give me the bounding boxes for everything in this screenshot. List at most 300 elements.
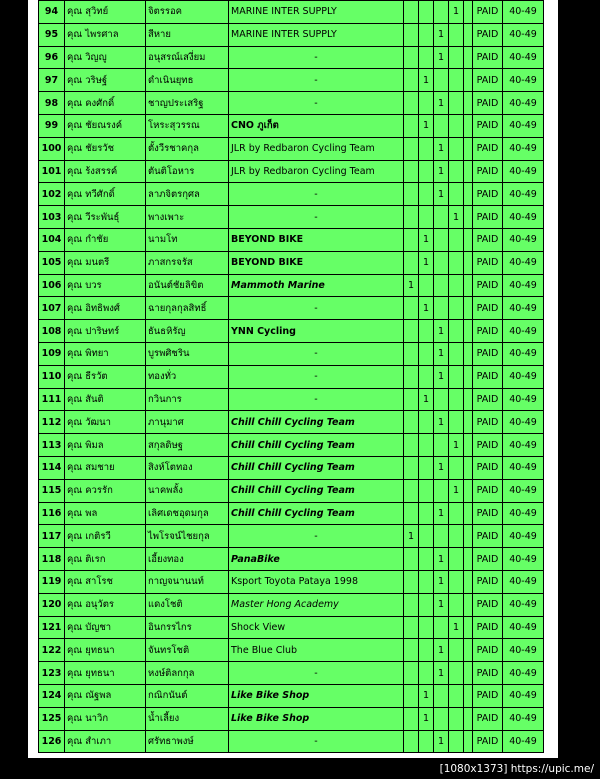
table-row: [39, 684, 544, 707]
table-row: [39, 228, 544, 251]
spacer-cell: [464, 707, 473, 730]
last-name-cell: จิตรรอค: [146, 1, 229, 24]
age-group-cell: 40-49: [503, 342, 544, 365]
last-name-cell: สีหาย: [146, 23, 229, 46]
last-name-cell: กวินการ: [146, 388, 229, 411]
team-cell: -: [229, 46, 404, 69]
table-row: [39, 251, 544, 274]
spacer-cell: [464, 411, 473, 434]
row-number: 105: [39, 251, 65, 274]
first-name-cell: คุณ บวร: [65, 274, 146, 297]
table-row: [39, 593, 544, 616]
table-row: [39, 570, 544, 593]
first-name-cell: คุณ สำเภา: [65, 730, 146, 753]
row-number: 120: [39, 593, 65, 616]
table-row: [39, 114, 544, 137]
mark-cell-3: 1: [434, 342, 449, 365]
first-name-cell: คุณ วิญญู: [65, 46, 146, 69]
first-name-cell: คุณ นาวิก: [65, 707, 146, 730]
spacer-cell: [464, 616, 473, 639]
table-row: [39, 183, 544, 206]
mark-cell-1: [404, 114, 419, 137]
row-number: 119: [39, 570, 65, 593]
table-row: [39, 137, 544, 160]
age-group-cell: 40-49: [503, 502, 544, 525]
row-number: 116: [39, 502, 65, 525]
first-name-cell: คุณ สมชาย: [65, 456, 146, 479]
last-name-cell: ดำเนินยุทธ: [146, 69, 229, 92]
payment-status-cell: PAID: [473, 320, 503, 343]
age-group-cell: 40-49: [503, 662, 544, 685]
team-cell: JLR by Redbaron Cycling Team: [229, 137, 404, 160]
spacer-cell: [464, 23, 473, 46]
payment-status-cell: PAID: [473, 388, 503, 411]
table-row: [39, 707, 544, 730]
row-number: 106: [39, 274, 65, 297]
team-cell: MARINE INTER SUPPLY: [229, 1, 404, 24]
mark-cell-4: 1: [449, 206, 464, 229]
mark-cell-1: [404, 639, 419, 662]
table-row: [39, 160, 544, 183]
row-number: 96: [39, 46, 65, 69]
mark-cell-4: [449, 297, 464, 320]
payment-status-cell: PAID: [473, 160, 503, 183]
mark-cell-4: [449, 69, 464, 92]
age-group-cell: 40-49: [503, 365, 544, 388]
mark-cell-2: [419, 274, 434, 297]
image-size-caption: [1080x1373] https://upic.me/: [439, 763, 594, 775]
row-number: 101: [39, 160, 65, 183]
spacer-cell: [464, 114, 473, 137]
spacer-cell: [464, 456, 473, 479]
spacer-cell: [464, 46, 473, 69]
mark-cell-3: 1: [434, 92, 449, 115]
team-cell: Chill Chill Cycling Team: [229, 456, 404, 479]
payment-status-cell: PAID: [473, 639, 503, 662]
mark-cell-2: [419, 616, 434, 639]
mark-cell-1: [404, 251, 419, 274]
last-name-cell: ไพโรจน์ไชยกุล: [146, 525, 229, 548]
mark-cell-2: [419, 502, 434, 525]
row-number: 95: [39, 23, 65, 46]
mark-cell-1: [404, 92, 419, 115]
payment-status-cell: PAID: [473, 114, 503, 137]
spacer-cell: [464, 320, 473, 343]
mark-cell-2: 1: [419, 228, 434, 251]
mark-cell-4: [449, 23, 464, 46]
mark-cell-3: [434, 69, 449, 92]
mark-cell-3: 1: [434, 411, 449, 434]
team-cell: -: [229, 92, 404, 115]
first-name-cell: คุณ สันติ: [65, 388, 146, 411]
team-cell: The Blue Club: [229, 639, 404, 662]
row-number: 98: [39, 92, 65, 115]
table-row: [39, 23, 544, 46]
mark-cell-2: [419, 160, 434, 183]
mark-cell-2: [419, 639, 434, 662]
last-name-cell: กณิกนันต์: [146, 684, 229, 707]
age-group-cell: 40-49: [503, 548, 544, 571]
team-cell: -: [229, 525, 404, 548]
table-row: [39, 456, 544, 479]
mark-cell-4: 1: [449, 479, 464, 502]
mark-cell-2: [419, 320, 434, 343]
mark-cell-4: [449, 707, 464, 730]
payment-status-cell: PAID: [473, 183, 503, 206]
mark-cell-2: 1: [419, 684, 434, 707]
first-name-cell: คุณ วัฒนา: [65, 411, 146, 434]
spacer-cell: [464, 365, 473, 388]
mark-cell-4: [449, 388, 464, 411]
first-name-cell: คุณ พล: [65, 502, 146, 525]
mark-cell-1: [404, 228, 419, 251]
first-name-cell: คุณ ชัยรวัช: [65, 137, 146, 160]
first-name-cell: คุณ ปาริษทร์: [65, 320, 146, 343]
first-name-cell: คุณ มนตรี: [65, 251, 146, 274]
mark-cell-2: 1: [419, 388, 434, 411]
first-name-cell: คุณ ติเรก: [65, 548, 146, 571]
mark-cell-2: [419, 593, 434, 616]
last-name-cell: โหระสุวรรณ: [146, 114, 229, 137]
mark-cell-1: [404, 342, 419, 365]
team-cell: MARINE INTER SUPPLY: [229, 23, 404, 46]
mark-cell-4: [449, 730, 464, 753]
mark-cell-4: [449, 183, 464, 206]
mark-cell-4: [449, 548, 464, 571]
mark-cell-2: 1: [419, 297, 434, 320]
spacer-cell: [464, 69, 473, 92]
mark-cell-1: [404, 684, 419, 707]
mark-cell-3: 1: [434, 662, 449, 685]
spacer-cell: [464, 183, 473, 206]
mark-cell-2: [419, 342, 434, 365]
mark-cell-4: [449, 684, 464, 707]
payment-status-cell: PAID: [473, 411, 503, 434]
team-cell: -: [229, 730, 404, 753]
row-number: 94: [39, 1, 65, 24]
mark-cell-4: [449, 46, 464, 69]
mark-cell-3: 1: [434, 570, 449, 593]
team-cell: Shock View: [229, 616, 404, 639]
last-name-cell: จันทรโชติ: [146, 639, 229, 662]
payment-status-cell: PAID: [473, 707, 503, 730]
age-group-cell: 40-49: [503, 434, 544, 457]
mark-cell-2: [419, 479, 434, 502]
mark-cell-3: [434, 707, 449, 730]
payment-status-cell: PAID: [473, 251, 503, 274]
mark-cell-2: [419, 183, 434, 206]
payment-status-cell: PAID: [473, 525, 503, 548]
mark-cell-3: [434, 525, 449, 548]
age-group-cell: 40-49: [503, 1, 544, 24]
team-cell: YNN Cycling: [229, 320, 404, 343]
team-cell: BEYOND BIKE: [229, 251, 404, 274]
row-number: 115: [39, 479, 65, 502]
spacer-cell: [464, 206, 473, 229]
mark-cell-3: 1: [434, 46, 449, 69]
mark-cell-2: [419, 411, 434, 434]
payment-status-cell: PAID: [473, 434, 503, 457]
table-row: [39, 662, 544, 685]
table-row: [39, 434, 544, 457]
last-name-cell: ศรัทธาพงษ์: [146, 730, 229, 753]
table-row: [39, 548, 544, 571]
first-name-cell: คุณ สุวิทย์: [65, 1, 146, 24]
table-row: [39, 274, 544, 297]
team-cell: Chill Chill Cycling Team: [229, 502, 404, 525]
team-cell: Chill Chill Cycling Team: [229, 411, 404, 434]
mark-cell-2: 1: [419, 707, 434, 730]
mark-cell-4: [449, 570, 464, 593]
row-number: 97: [39, 69, 65, 92]
mark-cell-4: [449, 456, 464, 479]
team-cell: Master Hong Academy: [229, 593, 404, 616]
payment-status-cell: PAID: [473, 662, 503, 685]
spacer-cell: [464, 388, 473, 411]
mark-cell-2: [419, 456, 434, 479]
mark-cell-3: [434, 114, 449, 137]
mark-cell-2: [419, 1, 434, 24]
mark-cell-1: [404, 297, 419, 320]
mark-cell-1: [404, 570, 419, 593]
mark-cell-4: [449, 92, 464, 115]
table-row: [39, 616, 544, 639]
mark-cell-3: [434, 251, 449, 274]
last-name-cell: ตั้งวีรชาคกุล: [146, 137, 229, 160]
mark-cell-3: [434, 1, 449, 24]
mark-cell-1: [404, 479, 419, 502]
mark-cell-4: [449, 365, 464, 388]
last-name-cell: ทองทั่ว: [146, 365, 229, 388]
payment-status-cell: PAID: [473, 228, 503, 251]
mark-cell-2: [419, 23, 434, 46]
payment-status-cell: PAID: [473, 69, 503, 92]
team-cell: -: [229, 388, 404, 411]
last-name-cell: ตันติโอหาร: [146, 160, 229, 183]
mark-cell-1: [404, 662, 419, 685]
table-body: [39, 1, 544, 753]
spacer-cell: [464, 434, 473, 457]
age-group-cell: 40-49: [503, 228, 544, 251]
mark-cell-1: [404, 1, 419, 24]
payment-status-cell: PAID: [473, 342, 503, 365]
team-cell: Like Bike Shop: [229, 684, 404, 707]
table-row: [39, 365, 544, 388]
mark-cell-3: [434, 297, 449, 320]
last-name-cell: ฉายกุลกุลสิทธิ์: [146, 297, 229, 320]
table-row: [39, 206, 544, 229]
first-name-cell: คุณ บัญชา: [65, 616, 146, 639]
payment-status-cell: PAID: [473, 616, 503, 639]
spacer-cell: [464, 639, 473, 662]
last-name-cell: ลาภจิตรกุศล: [146, 183, 229, 206]
row-number: 117: [39, 525, 65, 548]
row-number: 126: [39, 730, 65, 753]
mark-cell-2: 1: [419, 251, 434, 274]
table-row: [39, 342, 544, 365]
mark-cell-2: [419, 548, 434, 571]
payment-status-cell: PAID: [473, 570, 503, 593]
team-cell: PanaBike: [229, 548, 404, 571]
spacer-cell: [464, 92, 473, 115]
document-page: [28, 0, 558, 758]
last-name-cell: ภานุมาศ: [146, 411, 229, 434]
table-row: [39, 388, 544, 411]
row-number: 103: [39, 206, 65, 229]
mark-cell-3: 1: [434, 365, 449, 388]
team-cell: -: [229, 342, 404, 365]
mark-cell-1: [404, 46, 419, 69]
mark-cell-4: [449, 137, 464, 160]
team-cell: JLR by Redbaron Cycling Team: [229, 160, 404, 183]
payment-status-cell: PAID: [473, 456, 503, 479]
first-name-cell: คุณ ไพรศาล: [65, 23, 146, 46]
mark-cell-1: [404, 730, 419, 753]
mark-cell-1: [404, 548, 419, 571]
last-name-cell: แดงโชติ: [146, 593, 229, 616]
spacer-cell: [464, 662, 473, 685]
mark-cell-3: 1: [434, 23, 449, 46]
mark-cell-3: 1: [434, 593, 449, 616]
mark-cell-2: [419, 206, 434, 229]
row-number: 125: [39, 707, 65, 730]
mark-cell-3: 1: [434, 160, 449, 183]
last-name-cell: พางเพาะ: [146, 206, 229, 229]
payment-status-cell: PAID: [473, 92, 503, 115]
mark-cell-4: [449, 160, 464, 183]
mark-cell-1: [404, 707, 419, 730]
age-group-cell: 40-49: [503, 183, 544, 206]
age-group-cell: 40-49: [503, 479, 544, 502]
age-group-cell: 40-49: [503, 616, 544, 639]
last-name-cell: อนันต์ชัยลิขิต: [146, 274, 229, 297]
age-group-cell: 40-49: [503, 69, 544, 92]
row-number: 100: [39, 137, 65, 160]
spacer-cell: [464, 593, 473, 616]
team-cell: Ksport Toyota Pataya 1998: [229, 570, 404, 593]
mark-cell-2: [419, 730, 434, 753]
mark-cell-4: [449, 342, 464, 365]
mark-cell-3: 1: [434, 730, 449, 753]
mark-cell-2: [419, 570, 434, 593]
spacer-cell: [464, 1, 473, 24]
first-name-cell: คุณ ควรรัก: [65, 479, 146, 502]
team-cell: BEYOND BIKE: [229, 228, 404, 251]
spacer-cell: [464, 479, 473, 502]
team-cell: -: [229, 297, 404, 320]
spacer-cell: [464, 137, 473, 160]
mark-cell-3: 1: [434, 548, 449, 571]
mark-cell-2: [419, 434, 434, 457]
first-name-cell: คุณ ธีรวัต: [65, 365, 146, 388]
table-row: [39, 320, 544, 343]
mark-cell-1: 1: [404, 525, 419, 548]
first-name-cell: คุณ ยุทธนา: [65, 662, 146, 685]
last-name-cell: นาคพลั้ง: [146, 479, 229, 502]
mark-cell-1: [404, 616, 419, 639]
mark-cell-4: [449, 662, 464, 685]
mark-cell-2: [419, 92, 434, 115]
age-group-cell: 40-49: [503, 684, 544, 707]
first-name-cell: คุณ อนุวัตร: [65, 593, 146, 616]
registration-table: [38, 0, 544, 753]
first-name-cell: คุณ เกติรวี: [65, 525, 146, 548]
spacer-cell: [464, 525, 473, 548]
last-name-cell: ธันธหิรัญ: [146, 320, 229, 343]
age-group-cell: 40-49: [503, 274, 544, 297]
age-group-cell: 40-49: [503, 707, 544, 730]
mark-cell-3: [434, 388, 449, 411]
payment-status-cell: PAID: [473, 297, 503, 320]
last-name-cell: หงษ์ติลกกุล: [146, 662, 229, 685]
row-number: 123: [39, 662, 65, 685]
spacer-cell: [464, 548, 473, 571]
payment-status-cell: PAID: [473, 206, 503, 229]
payment-status-cell: PAID: [473, 684, 503, 707]
mark-cell-1: [404, 206, 419, 229]
payment-status-cell: PAID: [473, 548, 503, 571]
row-number: 113: [39, 434, 65, 457]
mark-cell-2: [419, 137, 434, 160]
table-row: [39, 639, 544, 662]
last-name-cell: เอี้ยงทอง: [146, 548, 229, 571]
row-number: 121: [39, 616, 65, 639]
first-name-cell: คุณ กำชัย: [65, 228, 146, 251]
first-name-cell: คุณ ร้งสรรค์: [65, 160, 146, 183]
mark-cell-1: 1: [404, 274, 419, 297]
age-group-cell: 40-49: [503, 114, 544, 137]
row-number: 107: [39, 297, 65, 320]
first-name-cell: คุณ อิทธิพงศ์: [65, 297, 146, 320]
payment-status-cell: PAID: [473, 730, 503, 753]
table-row: [39, 479, 544, 502]
payment-status-cell: PAID: [473, 137, 503, 160]
mark-cell-3: 1: [434, 456, 449, 479]
mark-cell-1: [404, 456, 419, 479]
mark-cell-3: [434, 479, 449, 502]
table-row: [39, 92, 544, 115]
age-group-cell: 40-49: [503, 92, 544, 115]
mark-cell-2: 1: [419, 114, 434, 137]
payment-status-cell: PAID: [473, 365, 503, 388]
age-group-cell: 40-49: [503, 730, 544, 753]
team-cell: Chill Chill Cycling Team: [229, 479, 404, 502]
row-number: 110: [39, 365, 65, 388]
first-name-cell: คุณ พิทยา: [65, 342, 146, 365]
last-name-cell: ชาญประเสริฐ: [146, 92, 229, 115]
age-group-cell: 40-49: [503, 593, 544, 616]
mark-cell-1: [404, 365, 419, 388]
payment-status-cell: PAID: [473, 593, 503, 616]
first-name-cell: คุณ ยุทธนา: [65, 639, 146, 662]
mark-cell-2: [419, 525, 434, 548]
table-row: [39, 525, 544, 548]
age-group-cell: 40-49: [503, 639, 544, 662]
mark-cell-4: [449, 525, 464, 548]
last-name-cell: อนุสรณ์เสงี่ยม: [146, 46, 229, 69]
mark-cell-4: [449, 228, 464, 251]
mark-cell-4: 1: [449, 1, 464, 24]
age-group-cell: 40-49: [503, 137, 544, 160]
mark-cell-1: [404, 183, 419, 206]
table-row: [39, 46, 544, 69]
mark-cell-4: [449, 411, 464, 434]
age-group-cell: 40-49: [503, 160, 544, 183]
last-name-cell: บูรพศิชริน: [146, 342, 229, 365]
last-name-cell: สกุลดิษฐ: [146, 434, 229, 457]
age-group-cell: 40-49: [503, 46, 544, 69]
last-name-cell: เลิศเดชอุดมกุล: [146, 502, 229, 525]
